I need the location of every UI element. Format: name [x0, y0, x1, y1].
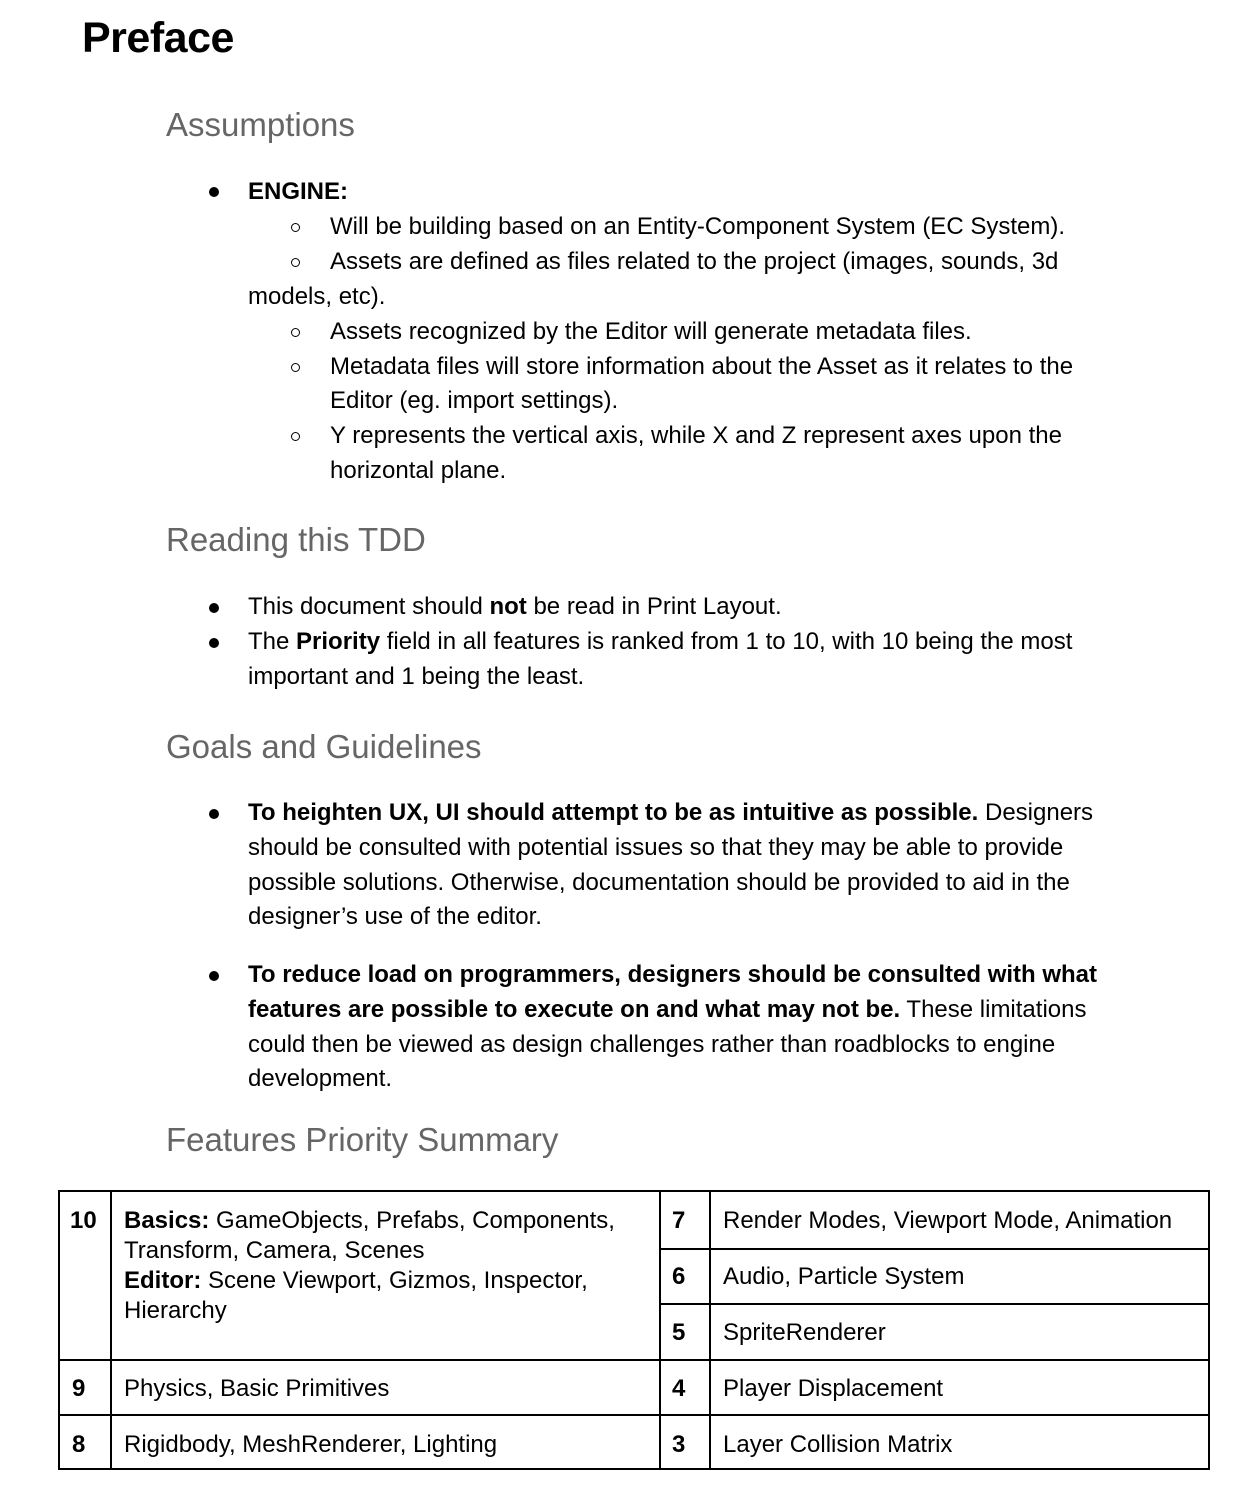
goal-item-continued: should be consulted with potential issues so that they may be able to provide [248, 834, 1064, 861]
reading-item [248, 624, 1072, 659]
bold-text: not [489, 593, 527, 620]
bold-text: To heighten UX, UI should attempt to be as intuitive as possible. [248, 799, 979, 826]
divider [659, 1303, 1208, 1305]
divider [110, 1192, 112, 1468]
goal-item-bold: To reduce load on programmers, designers should be consulted with what [248, 961, 1098, 988]
features-cell: Player Displacement [723, 1375, 944, 1402]
features-cell: Layer Collision Matrix [723, 1431, 953, 1458]
section-heading-features: Features Priority Summary [166, 1121, 559, 1158]
divider [659, 1414, 1208, 1416]
divider [659, 1359, 1208, 1361]
priority-cell: 8 [72, 1431, 86, 1458]
goal-item-continued: development. [248, 1065, 393, 1092]
page-title: Preface [82, 14, 234, 62]
features-cell: SpriteRenderer [723, 1319, 886, 1346]
sub-bullet-icon [291, 258, 300, 267]
editor-label: Editor: [124, 1267, 202, 1294]
sub-bullet-icon [291, 328, 300, 337]
assumption-item-continued: Editor (eg. import settings). [330, 387, 619, 414]
reading-item [248, 589, 782, 624]
text: Hierarchy [124, 1297, 227, 1324]
divider [60, 1359, 661, 1361]
sub-bullet-icon [291, 432, 300, 441]
assumption-item: Metadata files will store information about the Asset as it relates to the [330, 353, 1074, 380]
divider [709, 1192, 711, 1468]
priority-cell: 6 [672, 1263, 686, 1290]
text: Transform, Camera, Scenes [124, 1237, 425, 1264]
goal-item-continued: designer’s use of the editor. [248, 903, 542, 930]
text: The [248, 628, 297, 655]
goal-item-continued: possible solutions. Otherwise, documentation should be provided to aid in the [248, 869, 1070, 896]
bullet-icon [209, 638, 219, 648]
basics-label: Basics: [124, 1207, 210, 1234]
assumption-item: Assets recognized by the Editor will generate metadata files. [330, 318, 972, 345]
text: These limitations [900, 996, 1087, 1023]
priority-cell: 10 [70, 1207, 97, 1234]
divider [659, 1248, 1208, 1250]
bold-text: features are possible to execute on and what may not be. [248, 996, 901, 1023]
priority-cell: 7 [672, 1207, 686, 1234]
engine-label: ENGINE: [248, 178, 349, 205]
sub-bullet-icon [291, 223, 300, 232]
features-cell: Physics, Basic Primitives [124, 1375, 390, 1402]
text: Scene Viewport, Gizmos, Inspector, [201, 1267, 588, 1294]
sub-bullet-icon [291, 363, 300, 372]
section-heading-assumptions: Assumptions [166, 106, 355, 143]
section-heading-goals: Goals and Guidelines [166, 728, 482, 765]
section-heading-reading: Reading this TDD [166, 521, 426, 558]
assumption-item: Assets are defined as files related to the project (images, sounds, 3d [330, 248, 1059, 275]
goal-item-continued: could then be viewed as design challenges rather than roadblocks to engine [248, 1031, 1056, 1058]
features-priority-table [58, 1190, 1210, 1470]
priority-cell: 3 [672, 1431, 686, 1458]
bullet-icon [209, 971, 219, 981]
features-cell: Audio, Particle System [723, 1263, 965, 1290]
text: Designers [978, 799, 1094, 826]
features-cell: Rigidbody, MeshRenderer, Lighting [124, 1431, 498, 1458]
priority-cell: 5 [672, 1319, 686, 1346]
goal-item-continued [248, 992, 1086, 1027]
text: field in all features is ranked from 1 to 10, with 10 being the most [380, 628, 1073, 655]
text: be read in Print Layout. [526, 593, 782, 620]
bullet-icon [209, 603, 219, 613]
priority-cell: 9 [72, 1375, 86, 1402]
assumption-item-continued: models, etc). [248, 283, 386, 310]
assumption-item: Y represents the vertical axis, while X and Z represent axes upon the [330, 422, 1062, 449]
bullet-icon [209, 187, 219, 197]
bullet-icon [209, 809, 219, 819]
divider [659, 1192, 661, 1468]
text: GameObjects, Prefabs, Components, [209, 1207, 615, 1234]
bold-text: Priority [296, 628, 381, 655]
priority-cell: 4 [672, 1375, 686, 1402]
features-cell [124, 1206, 654, 1326]
reading-item-continued: important and 1 being the least. [248, 663, 585, 690]
divider [60, 1414, 661, 1416]
text: This document should [248, 593, 490, 620]
assumption-item: Will be building based on an Entity-Component System (EC System). [330, 213, 1065, 240]
goal-item [248, 795, 1093, 830]
features-cell: Render Modes, Viewport Mode, Animation [723, 1207, 1173, 1234]
assumption-item-continued: horizontal plane. [330, 457, 507, 484]
